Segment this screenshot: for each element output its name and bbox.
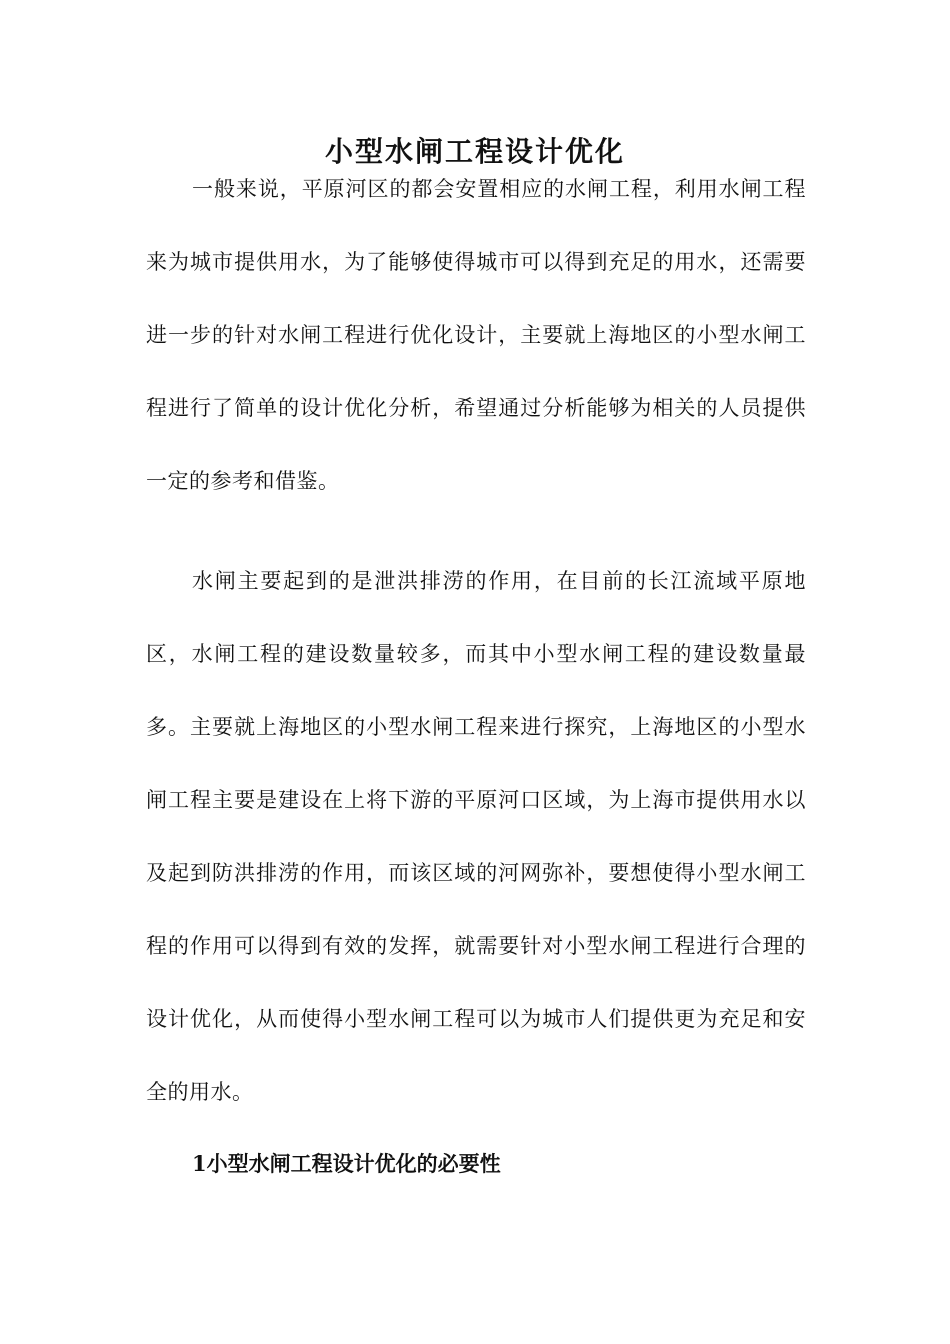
body-paragraph: 水闸主要起到的是泄洪排涝的作用，在目前的长江流域平原地区，水闸工程的建设数量较多，而其中小型水闸工程的建设数量最多。主要就上海地区的小型水闸工程来进行探究，上海地区的小型水闸工程主要是建设在上将下游的平原河口区域，为上海市提供用水以及起到防洪排涝的作用，而该区域的河网弥补，要想使得小型水闸工程的作用可以得到有效的发挥，就需要针对小型水闸工程进行合理的设计优化，从而使得小型水闸工程可以为城市人们提供更为充足和安全的用水。 bbox=[146, 569, 806, 1104]
section-heading: 1小型水闸工程设计优化的必要性 bbox=[192, 1151, 501, 1176]
body-paragraph: 一般来说，平原河区的都会安置相应的水闸工程，利用水闸工程来为城市提供用水，为了能够使得城市可以得到充足的用水，还需要进一步的针对水闸工程进行优化设计，主要就上海地区的小型水闸工程进行了简单的设计优化分析，希望通过分析能够为相关的人员提供一定的参考和借鉴。 bbox=[146, 177, 806, 493]
document-title: 小型水闸工程设计优化 bbox=[324, 135, 625, 168]
